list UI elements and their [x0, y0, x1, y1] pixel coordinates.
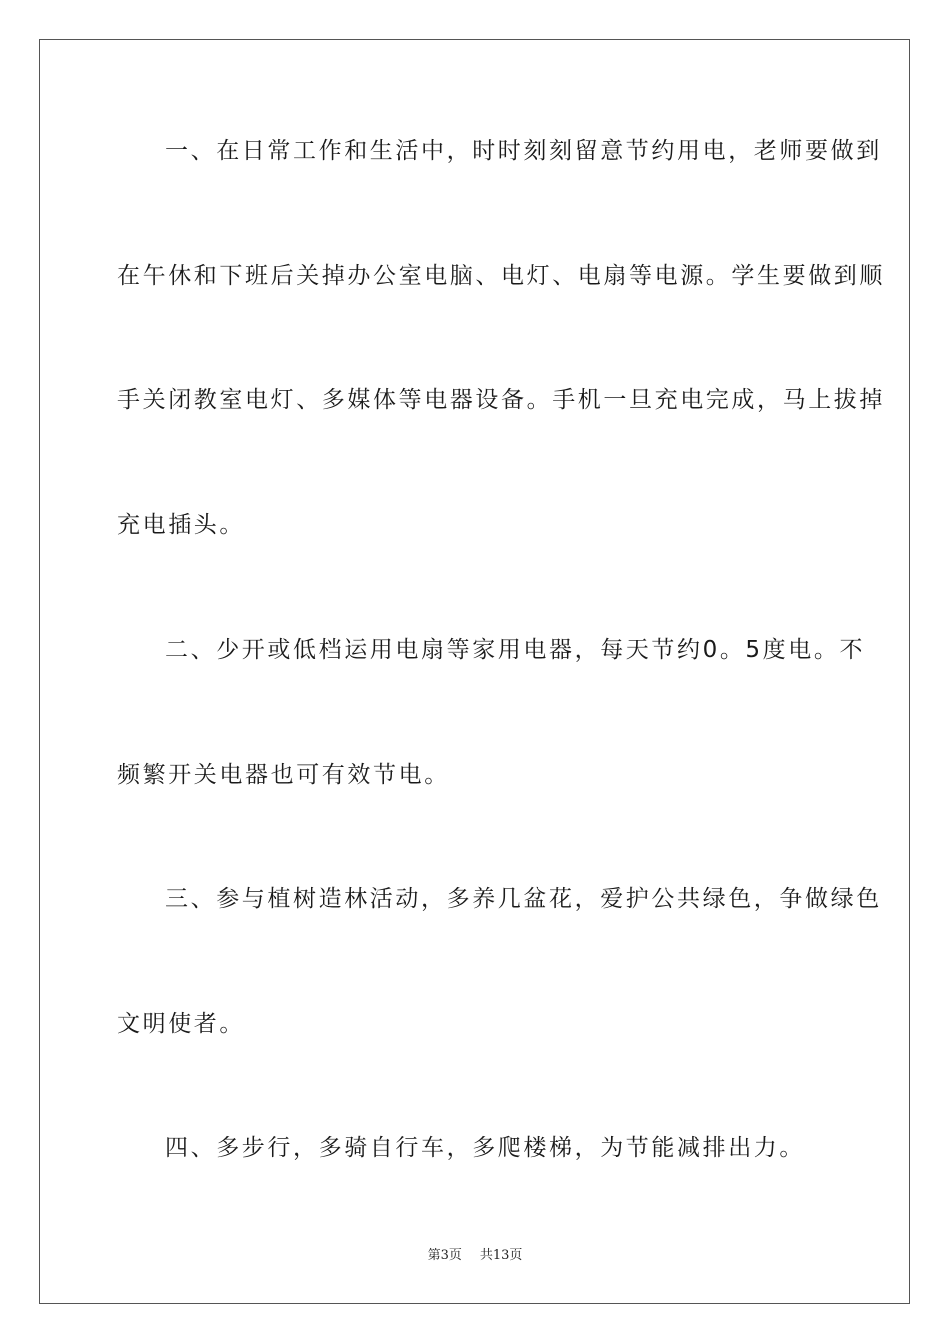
page-total: 共13页 [479, 1248, 523, 1263]
page-footer [0, 1247, 950, 1265]
page-number: 第3页 [427, 1248, 462, 1263]
paragraph-1-line-1: 一、在日常工作和生活中，时时刻刻留意节约用电，老师要做到 [165, 138, 882, 164]
paragraph-4-line-1: 四、多步行，多骑自行车，多爬楼梯，为节能减排出力。 [165, 1135, 805, 1161]
paragraph-1-line-3: 手关闭教室电灯、多媒体等电器设备。手机一旦充电完成，马上拔掉 [117, 387, 885, 413]
paragraph-2-line-2: 频繁开关电器也可有效节电。 [117, 762, 450, 788]
paragraph-2-line-1: 二、少开或低档运用电扇等家用电器，每天节约0。5度电。不 [165, 637, 866, 663]
paragraph-1-line-2: 在午休和下班后关掉办公室电脑、电灯、电扇等电源。学生要做到顺 [117, 263, 885, 289]
paragraph-3-line-1: 三、参与植树造林活动，多养几盆花，爱护公共绿色，争做绿色 [165, 886, 882, 912]
page-border [39, 39, 910, 1304]
paragraph-3-line-2: 文明使者。 [117, 1011, 245, 1037]
paragraph-1-line-4: 充电插头。 [117, 512, 245, 538]
